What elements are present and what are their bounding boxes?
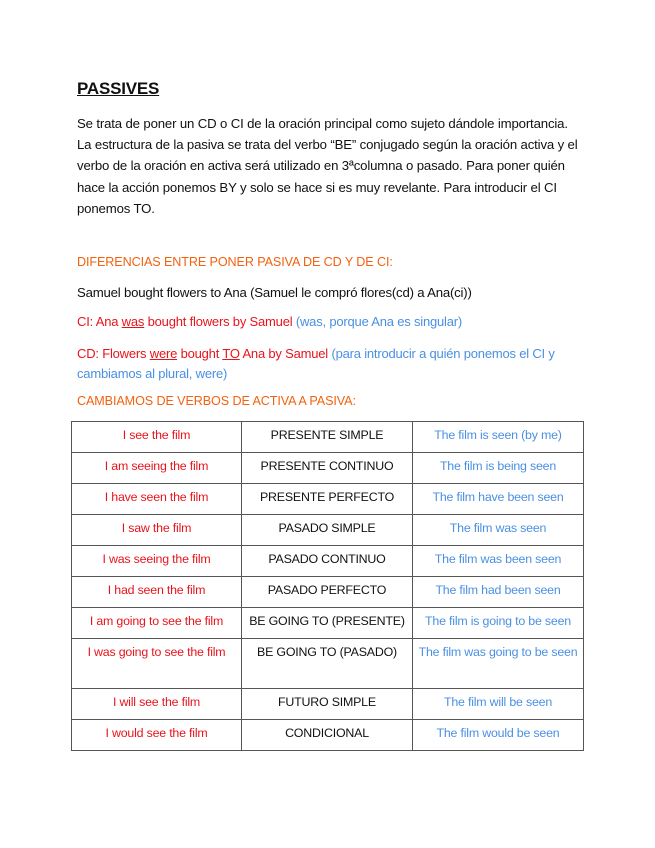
passive-cell: The film is being seen <box>413 453 584 484</box>
cd-prep: TO <box>222 346 240 361</box>
passive-cell: The film is seen (by me) <box>413 422 584 453</box>
ci-subject: Ana <box>95 314 119 329</box>
intro-paragraph: Se trata de poner un CD o CI de la oración principal como sujeto dándole importancia. La estructura de la pasiva se trata del verbo “BE” conjugado según la oración activa y el verbo de la oración en activa será utilizado en 3ªcolumna o pasado. Para poner quién hace la acción ponemos BY y solo se hace si es muy revelante. Para introducir el CI ponemos TO. <box>77 116 578 216</box>
passive-cell: The film had been seen <box>413 577 584 608</box>
cd-rest: Ana by Samuel <box>242 346 329 361</box>
passive-cell: The film would be seen <box>413 720 584 751</box>
table-row <box>72 689 584 720</box>
tense-cell: PRESENTE CONTINUO <box>242 453 413 484</box>
table-heading: CAMBIAMOS DE VERBOS DE ACTIVA A PASIVA: <box>77 394 356 408</box>
table-row <box>72 577 584 608</box>
tense-cell: BE GOING TO (PASADO) <box>242 639 413 689</box>
table-row <box>72 515 584 546</box>
passive-cell: The film was been seen <box>413 546 584 577</box>
active-cell: I was going to see the film <box>72 639 242 689</box>
cd-example <box>77 344 582 384</box>
active-cell: I see the film <box>72 422 242 453</box>
differences-heading: DIFERENCIAS ENTRE PONER PASIVA DE CD Y DE CI: <box>77 255 393 269</box>
active-cell: I saw the film <box>72 515 242 546</box>
active-cell: I am seeing the film <box>72 453 242 484</box>
passive-cell: The film is going to be seen <box>413 608 584 639</box>
table-row <box>72 484 584 515</box>
table-row <box>72 639 584 689</box>
cd-label: CD: <box>77 346 99 361</box>
passive-cell: The film will be seen <box>413 689 584 720</box>
tense-cell: PRESENTE SIMPLE <box>242 422 413 453</box>
tense-cell: CONDICIONAL <box>242 720 413 751</box>
cd-verb: were <box>149 346 178 361</box>
tense-cell: PASADO SIMPLE <box>242 515 413 546</box>
active-cell: I was seeing the film <box>72 546 242 577</box>
ci-verb: was <box>121 314 145 329</box>
active-cell: I would see the film <box>72 720 242 751</box>
active-cell: I have seen the film <box>72 484 242 515</box>
table-row <box>72 608 584 639</box>
cd-note: (para introducir a quién ponemos el CI y cambiamos al plural, were) <box>77 346 555 381</box>
active-cell: I am going to see the film <box>72 608 242 639</box>
table-row <box>72 546 584 577</box>
passive-cell: The film was seen <box>413 515 584 546</box>
page-title: PASSIVES <box>77 79 160 98</box>
ci-example <box>77 314 462 329</box>
tense-cell: BE GOING TO (PRESENTE) <box>242 608 413 639</box>
ci-rest: bought flowers by Samuel <box>147 314 293 329</box>
ci-note: (was, porque Ana es singular) <box>295 314 463 329</box>
cd-subject: Flowers <box>102 346 147 361</box>
tense-cell: PASADO PERFECTO <box>242 577 413 608</box>
tense-cell: FUTURO SIMPLE <box>242 689 413 720</box>
passive-cell: The film have been seen <box>413 484 584 515</box>
table-row <box>72 422 584 453</box>
example-sentence: Samuel bought flowers to Ana (Samuel le compró flores(cd) a Ana(ci)) <box>77 285 472 300</box>
active-cell: I will see the film <box>72 689 242 720</box>
ci-label: CI: <box>77 314 94 329</box>
table-row <box>72 453 584 484</box>
active-cell: I had seen the film <box>72 577 242 608</box>
cd-middle: bought <box>180 346 220 361</box>
tense-cell: PRESENTE PERFECTO <box>242 484 413 515</box>
table-row <box>72 720 584 751</box>
passive-cell: The film was going to be seen <box>413 639 584 689</box>
verb-table <box>71 421 584 751</box>
tense-cell: PASADO CONTINUO <box>242 546 413 577</box>
